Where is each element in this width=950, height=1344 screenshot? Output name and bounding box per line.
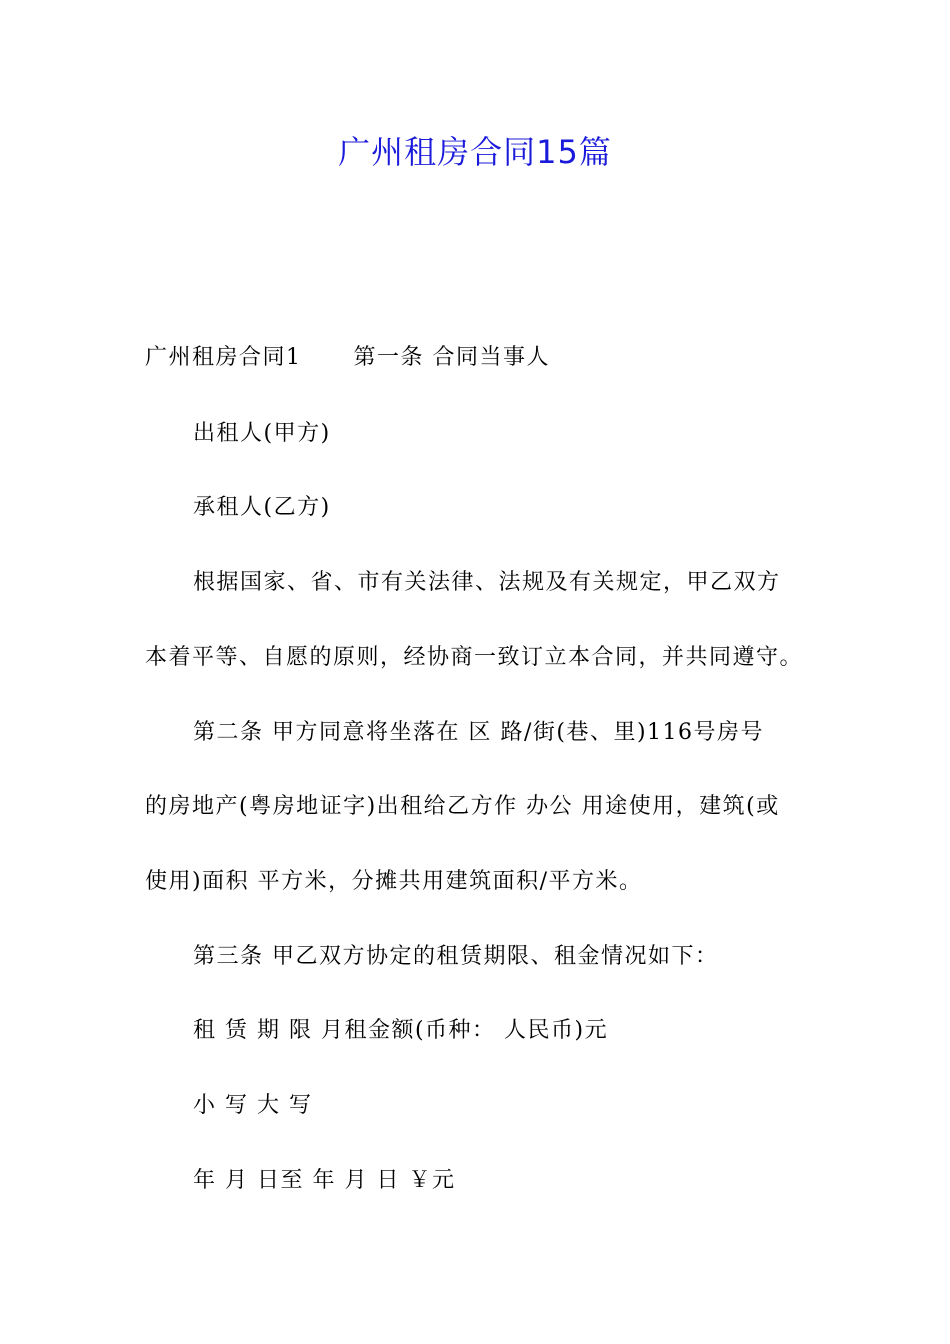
contract-heading-line — [145, 343, 825, 373]
rent-table-subheader-line: 小 写 大 写 — [193, 1093, 313, 1118]
article-two-line: 第二条 甲方同意将坐落在 区 路/街(巷、里)116号房号 — [193, 720, 765, 745]
paragraph-line: 本着平等、自愿的原则，经协商一致订立本合同，并共同遵守。 — [145, 645, 804, 670]
lessee-line: 承租人(乙方) — [193, 495, 331, 520]
paragraph-line: 的房地产(粤房地证字)出租给乙方作 办公 用途使用，建筑(或 — [145, 794, 780, 819]
article-three-line: 第三条 甲乙双方协定的租赁期限、租金情况如下： — [193, 944, 719, 969]
paragraph-line: 使用)面积 平方米，分摊共用建筑面积/平方米。 — [145, 869, 643, 894]
article-one-heading: 第一条 合同当事人 — [353, 345, 550, 370]
rent-table-row-line: 年 月 日至 年 月 日 ￥元 — [193, 1168, 456, 1193]
lessor-line: 出租人(甲方) — [193, 421, 331, 446]
rent-table-header-line: 租 赁 期 限 月租金额(币种： 人民币)元 — [193, 1018, 609, 1043]
paragraph-line: 根据国家、省、市有关法律、法规及有关规定，甲乙双方 — [193, 570, 781, 595]
document-title: 广州租房合同15篇 — [338, 133, 612, 171]
contract-number-label: 广州租房合同1 — [145, 345, 302, 370]
